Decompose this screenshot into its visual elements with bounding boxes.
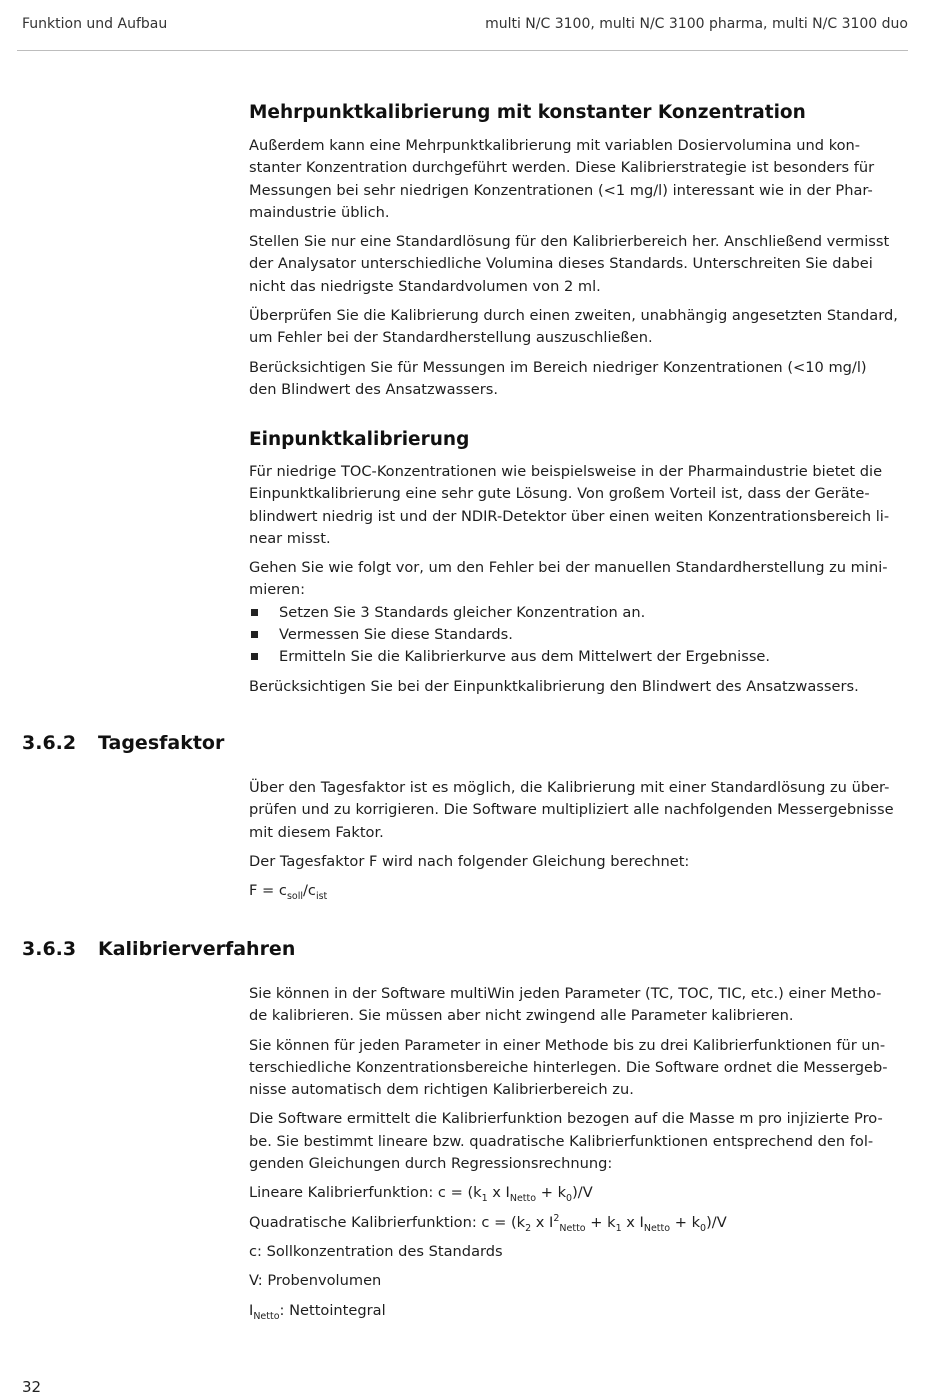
section-number: 3.6.3 [22,938,77,960]
paragraph: Berücksichtigen Sie für Messungen im Bereich niedriger Konzentrationen (<10 mg/l) den Blindwert des Ansatzwassers. [249,358,867,398]
section-number: 3.6.2 [22,732,77,754]
paragraph: Der Tagesfaktor F wird nach folgender Gleichung berechnet: [249,852,690,870]
list-item: Ermitteln Sie die Kalibrierkurve aus dem Mittelwert der Ergebnisse. [249,646,904,668]
formula-linear: Lineare Kalibrierfunktion: $c = (k_1$ x $I_{Netto} + k_0)/V$ [249,1184,593,1205]
einpunkt-section [249,461,904,698]
section-title: Tagesfaktor [98,732,225,754]
paragraph: Sie können in der Software multiWin jeden Parameter (TC, TOC, TIC, etc.) einer Metho- de kalibrieren. Sie müssen aber nicht zwingend alle Parameter kalibrieren. [249,985,882,1025]
header-product: multi N/C 3100, multi N/C 3100 pharma, multi N/C 3100 duo [485,16,908,32]
tagesfaktor-section [249,777,904,902]
list-item: Setzen Sie 3 Standards gleicher Konzentration an. [249,602,904,624]
paragraph: Sie können für jeden Parameter in einer Methode bis zu drei Kalibrierfunktionen für un- terschiedliche Konzentrationsbereiche hinterlegen. Die Software ordnet die Messergeb- nisse automatisch dem richtigen Kalibrierbereich zu. [249,1036,888,1099]
formula-tagesfaktor: $F = c_{soll}/c_{ist}$ [249,882,328,903]
header-chapter: Funktion und Aufbau [22,16,168,32]
section-heading-kalibrierverfahren [22,937,295,961]
paragraph: Überprüfen Sie die Kalibrierung durch einen zweiten, unabhängig angesetzten Standard, um Fehler bei der Standardherstellung auszuschließen. [249,307,898,347]
paragraph: Stellen Sie nur eine Standardlösung für den Kalibrierbereich her. Anschließend vermisst der Analysator unterschiedliche Volumina dieses Standards. Unterschreiten Sie dabei nicht das niedrigste Standardvolumen von 2 ml. [249,233,890,295]
paragraph: Gehen Sie wie folgt vor, um den Fehler bei der manuellen Standardherstellung zu mini- mieren: [249,559,888,599]
bullet-list [249,602,904,669]
bullet-icon [251,609,258,616]
definition-v: V: Probenvolumen [249,1272,382,1290]
section-heading-tagesfaktor [22,731,224,755]
page-header [22,16,908,32]
paragraph: Die Software ermittelt die Kalibrierfunktion bezogen auf die Masse m pro injizierte Pro- be. Sie bestimmt lineare bzw. quadratische Kalibrierfunktionen entsprechend den fol- genden Gleichungen durch Regressionsrechnung: [249,1110,883,1173]
heading-mehrpunktkalibrierung: Mehrpunktkalibrierung mit konstanter Konzentration [249,102,806,123]
page-number: 32 [22,1378,42,1396]
list-item: Vermessen Sie diese Standards. [249,624,904,646]
heading-einpunktkalibrierung: Einpunktkalibrierung [249,429,470,450]
definition-i-netto: $I_{Netto}$: Nettointegral [249,1301,386,1322]
header-divider [17,50,908,51]
paragraph: Für niedrige TOC-Konzentrationen wie beispielsweise in der Pharmaindustrie bietet die Einpunktkalibrierung eine sehr gute Lösung. Von großem Vorteil ist, dass der Geräte- blindwert niedrig ist und der NDIR-Detektor über einen weiten Konzentrationsbereich li- near misst. [249,463,890,547]
bullet-icon [251,653,258,660]
kalibrierverfahren-section [249,983,904,1322]
mehrpunkt-section [249,135,904,401]
formula-quadratic: Quadratische Kalibrierfunktion: $c = (k_2$ x $I^2_{Netto} + k_1$ x $I_{Netto} + k_0)/V$ [249,1212,727,1234]
paragraph: Außerdem kann eine Mehrpunktkalibrierung mit variablen Dosiervolumina und kon- stanter Konzentration durchgeführt werden. Diese Kalibrierstrategie ist besonders für Messungen bei sehr niedrigen Konzentrationen (<1 mg/l) interessant wie in der Phar- maindustrie üblich. [249,137,875,221]
definition-c: c: Sollkonzentration des Standards [249,1242,503,1260]
paragraph: Berücksichtigen Sie bei der Einpunktkalibrierung den Blindwert des Ansatzwassers. [249,677,859,695]
paragraph: Über den Tagesfaktor ist es möglich, die Kalibrierung mit einer Standardlösung zu über- prüfen und zu korrigieren. Die Software multipliziert alle nachfolgenden Messergebnisse mit diesem Faktor. [249,779,894,841]
bullet-icon [251,631,258,638]
section-title: Kalibrierverfahren [98,938,296,960]
